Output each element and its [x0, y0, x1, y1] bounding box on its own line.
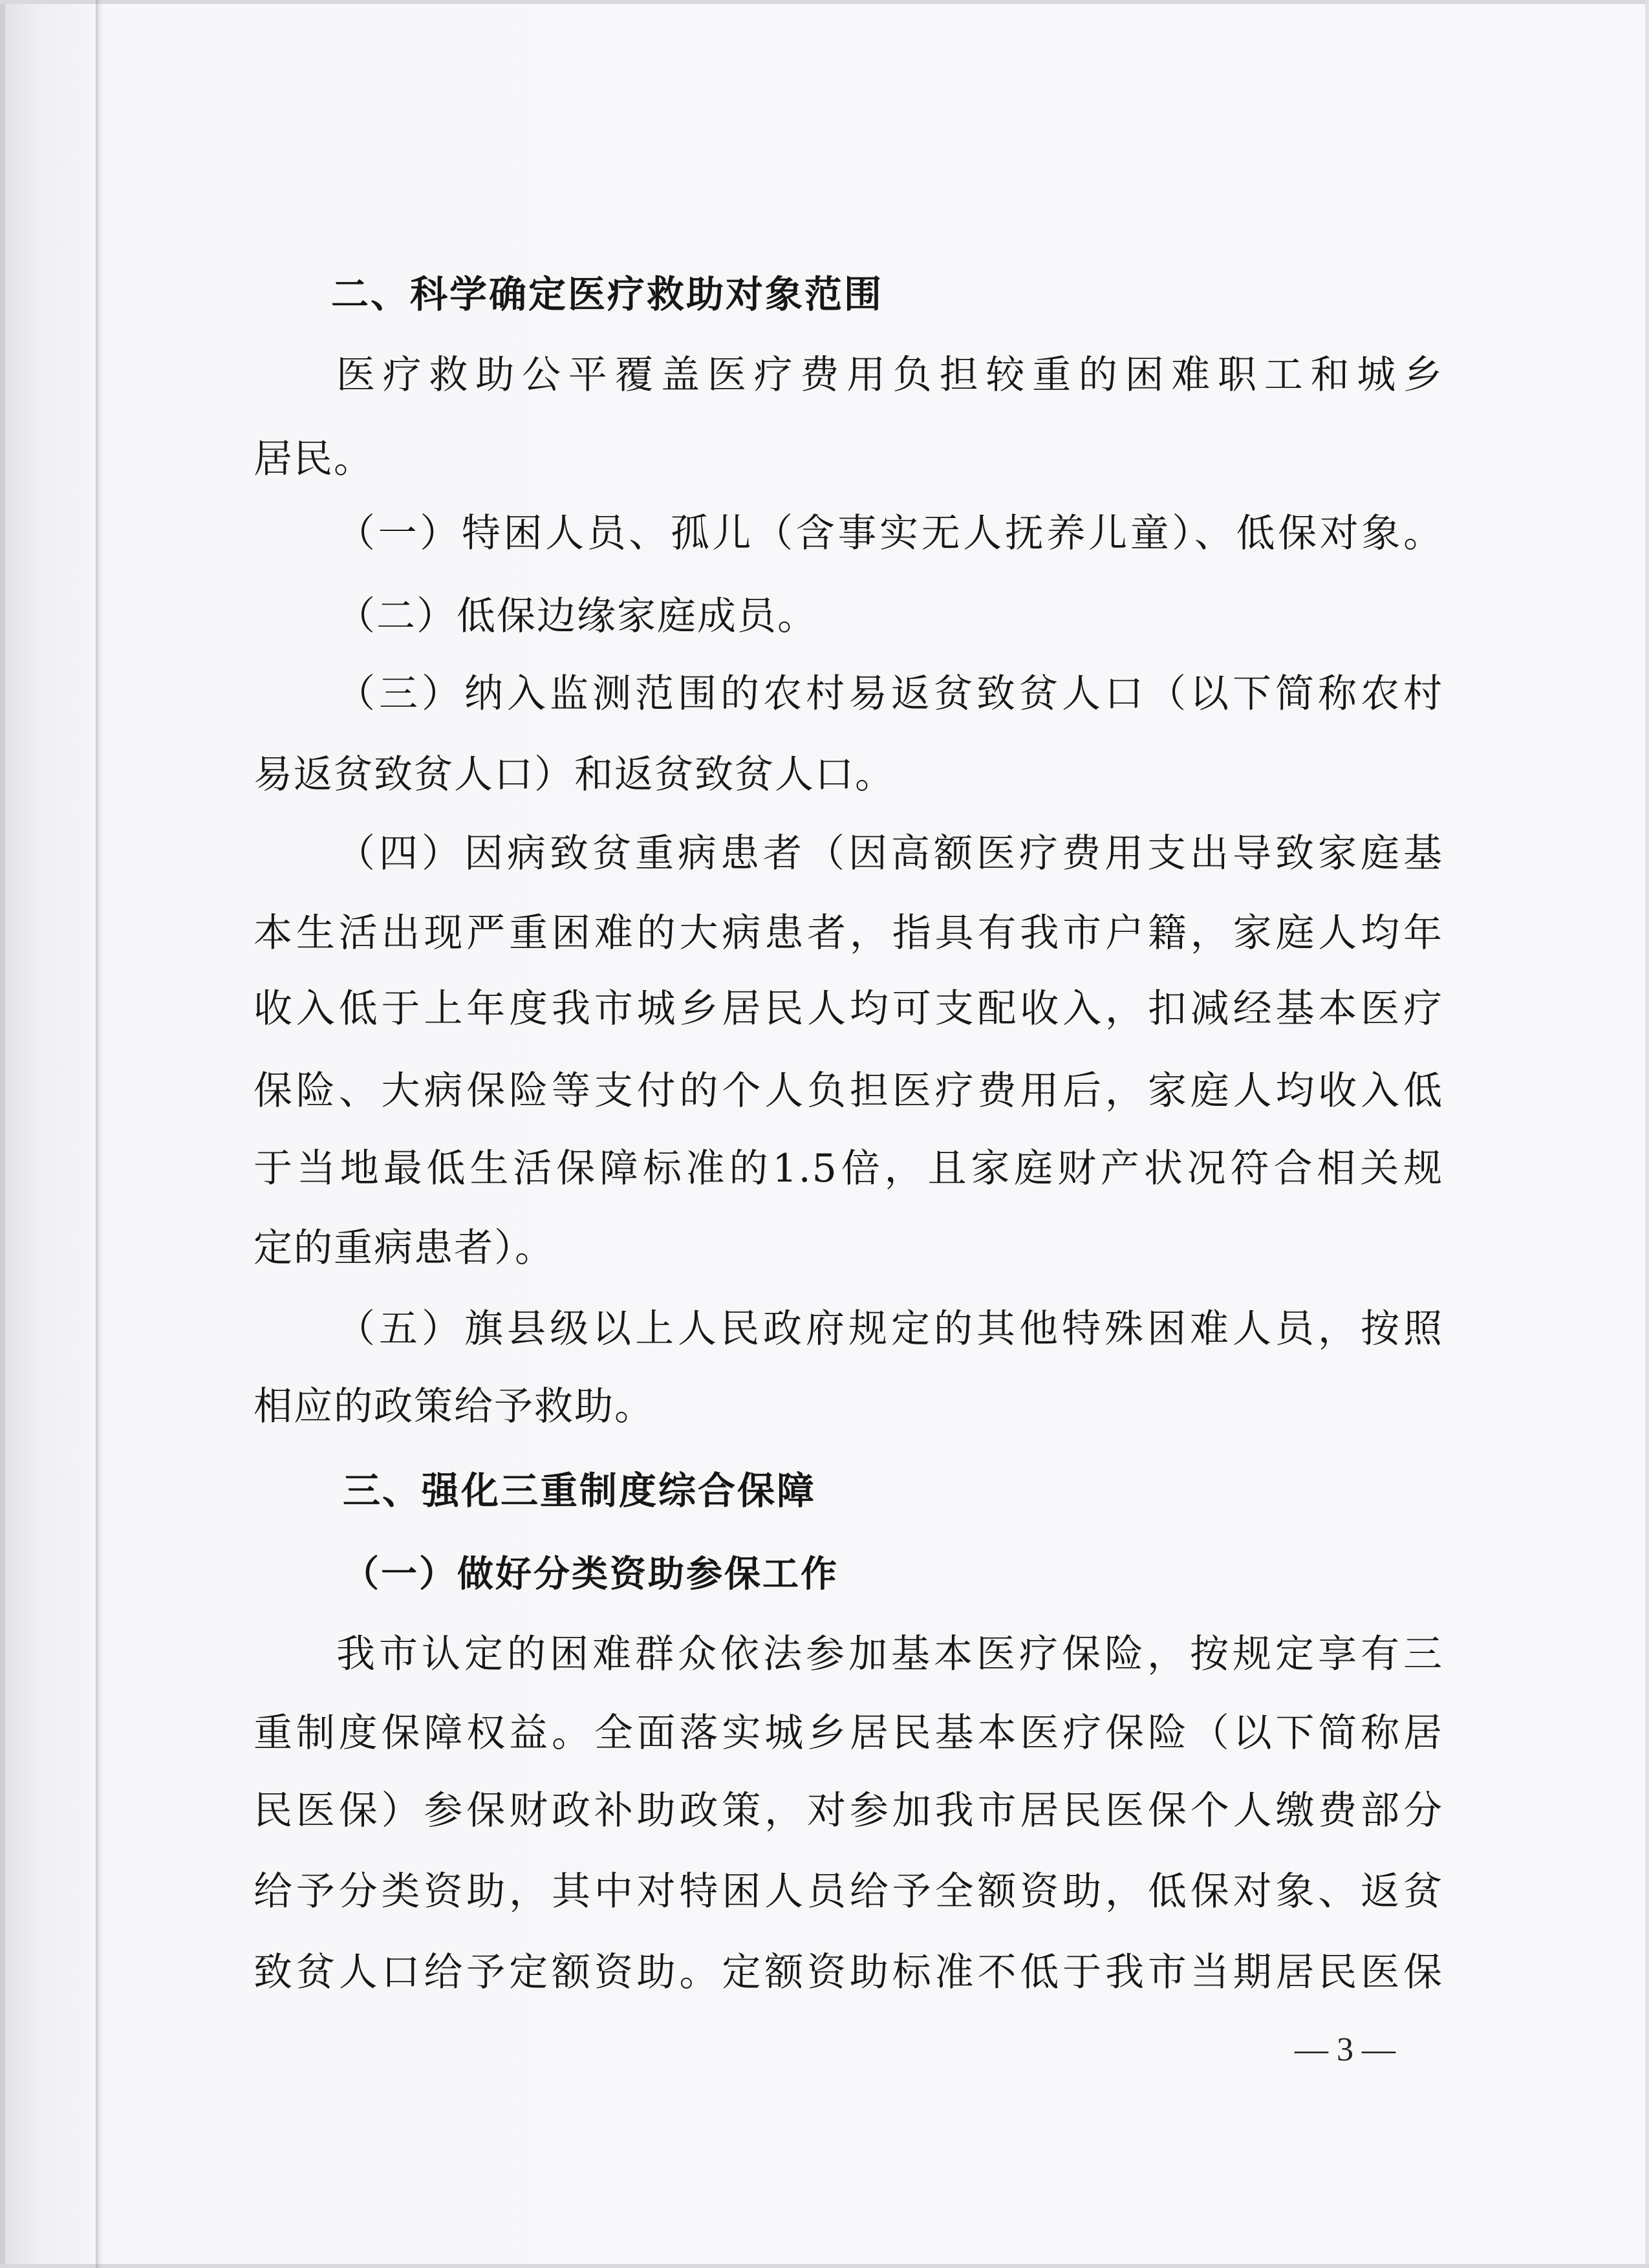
section-2-item-4-line-1: （四）因病致贫重病患者（因高额医疗费用支出导致家庭基 [336, 831, 1443, 876]
page-bottom-edge [0, 2264, 1649, 2268]
section-2-item-4-line-3: 收入低于上年度我市城乡居民人均可支配收入，扣减经基本医疗 [253, 986, 1443, 1031]
section-2-item-5-line-2: 相应的政策给予救助。 [253, 1384, 654, 1429]
section-2-line-1: 医疗救助公平覆盖医疗费用负担较重的困难职工和城乡 [336, 352, 1443, 398]
section-2-line-2: 居民。 [253, 437, 374, 482]
section-3-line-3: 民医保）参保财政补助政策，对参加我市居民医保个人缴费部分 [253, 1788, 1443, 1833]
page-outer-edge [0, 0, 5, 2268]
section-2-item-5-line-1: （五）旗县级以上人民政府规定的其他特殊困难人员，按照 [336, 1306, 1443, 1352]
section-2-item-3-line-1: （三）纳入监测范围的农村易返贫致贫人口（以下简称农村 [336, 671, 1443, 717]
section-2-item-4-line-4: 保险、大病保险等支付的个人负担医疗费用后，家庭人均收入低 [253, 1068, 1443, 1114]
page-top-edge [0, 0, 1649, 4]
page-right-edge [1645, 0, 1649, 2268]
binding-gutter-shadow [96, 0, 105, 2268]
section-3-line-4: 给予分类资助，其中对特困人员给予全额资助，低保对象、返贫 [253, 1869, 1443, 1914]
section-3-line-1: 我市认定的困难群众依法参加基本医疗保险，按规定享有三 [336, 1632, 1443, 1677]
section-2-heading: 二、科学确定医疗救助对象范围 [331, 272, 884, 316]
section-2-item-4-line-6: 定的重病患者）。 [253, 1226, 555, 1271]
section-2-item-4-line-2: 本生活出现严重困难的大病患者，指具有我市户籍，家庭人均年 [253, 911, 1443, 956]
section-3-sub-heading: （一）做好分类资助参保工作 [343, 1553, 839, 1595]
page-number: — 3 — [1295, 2031, 1396, 2068]
section-2-item-4-line-5: 于当地最低生活保障标准的1.5倍，且家庭财产状况符合相关规 [253, 1146, 1443, 1191]
section-2-item-3-line-2: 易返贫致贫人口）和返贫致贫人口。 [253, 752, 895, 797]
section-3-heading: 三、强化三重制度综合保障 [343, 1469, 817, 1513]
section-3-line-5: 致贫人口给予定额资助。定额资助标准不低于我市当期居民医保 [253, 1950, 1443, 1995]
section-2-item-1: （一）特困人员、孤儿（含事实无人抚养儿童）、低保对象。 [336, 511, 1443, 556]
section-3-line-2: 重制度保障权益。全面落实城乡居民基本医疗保险（以下简称居 [253, 1711, 1443, 1756]
section-2-item-2: （二）低保边缘家庭成员。 [336, 594, 817, 639]
